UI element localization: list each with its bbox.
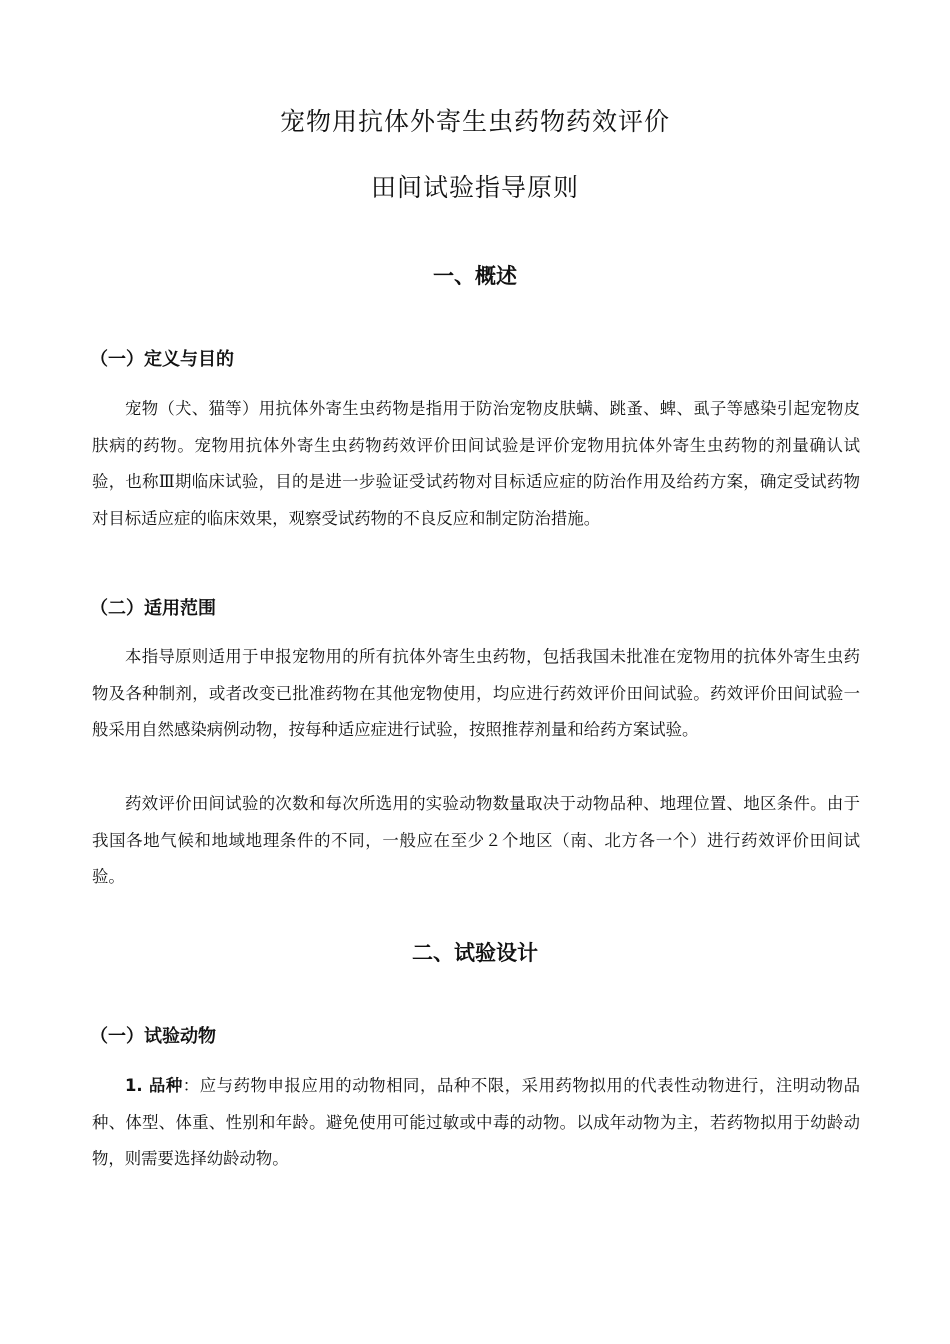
paragraph-breed xyxy=(92,1068,860,1178)
subsection-heading-animals: （一）试验动物 xyxy=(90,1026,216,1047)
paragraph-scope-1: 本指导原则适用于申报宠物用的所有抗体外寄生虫药物，包括我国未批准在宠物用的抗体外寄生虫药物及各种制剂，或者改变已批准药物在其他宠物使用，均应进行药效评价田间试验。药效评价田间试验一般采用自然感染病例动物，按每种适应症进行试验，按照推荐剂量和给药方案试验。 xyxy=(92,647,860,739)
item-lead-breed: 1. 品种 xyxy=(125,1076,183,1095)
subsection-heading-scope: （二）适用范围 xyxy=(90,598,216,619)
paragraph-scope-2: 药效评价田间试验的次数和每次所选用的实验动物数量取决于动物品种、地理位置、地区条件。由于我国各地气候和地域地理条件的不同，一般应在至少２个地区（南、北方各一个）进行药效评价田间试验。 xyxy=(92,794,860,886)
document-title-line1: 宠物用抗体外寄生虫药物药效评价 xyxy=(279,107,670,136)
document-title-line2: 田间试验指导原则 xyxy=(370,173,579,202)
item-text-breed: ：应与药物申报应用的动物相同，品种不限，采用药物拟用的代表性动物进行，注明动物品种、体型、体重、性别和年龄。避免使用可能过敏或中毒的动物。以成年动物为主，若药物拟用于幼龄动物，则需要选择幼龄动物。 xyxy=(92,1076,860,1168)
section-heading-overview: 一、概述 xyxy=(433,264,517,288)
section-heading-design: 二、试验设计 xyxy=(412,941,538,965)
subsection-heading-definition: （一）定义与目的 xyxy=(90,349,234,370)
paragraph-definition: 宠物（犬、猫等）用抗体外寄生虫药物是指用于防治宠物皮肤螨、跳蚤、蜱、虱子等感染引起宠物皮肤病的药物。宠物用抗体外寄生虫药物药效评价田间试验是评价宠物用抗体外寄生虫药物的剂量确认试验，也称Ⅲ期临床试验，目的是进一步验证受试药物对目标适应症的防治作用及给药方案，确定受试药物对目标适应症的临床效果，观察受试药物的不良反应和制定防治措施。 xyxy=(92,399,860,528)
